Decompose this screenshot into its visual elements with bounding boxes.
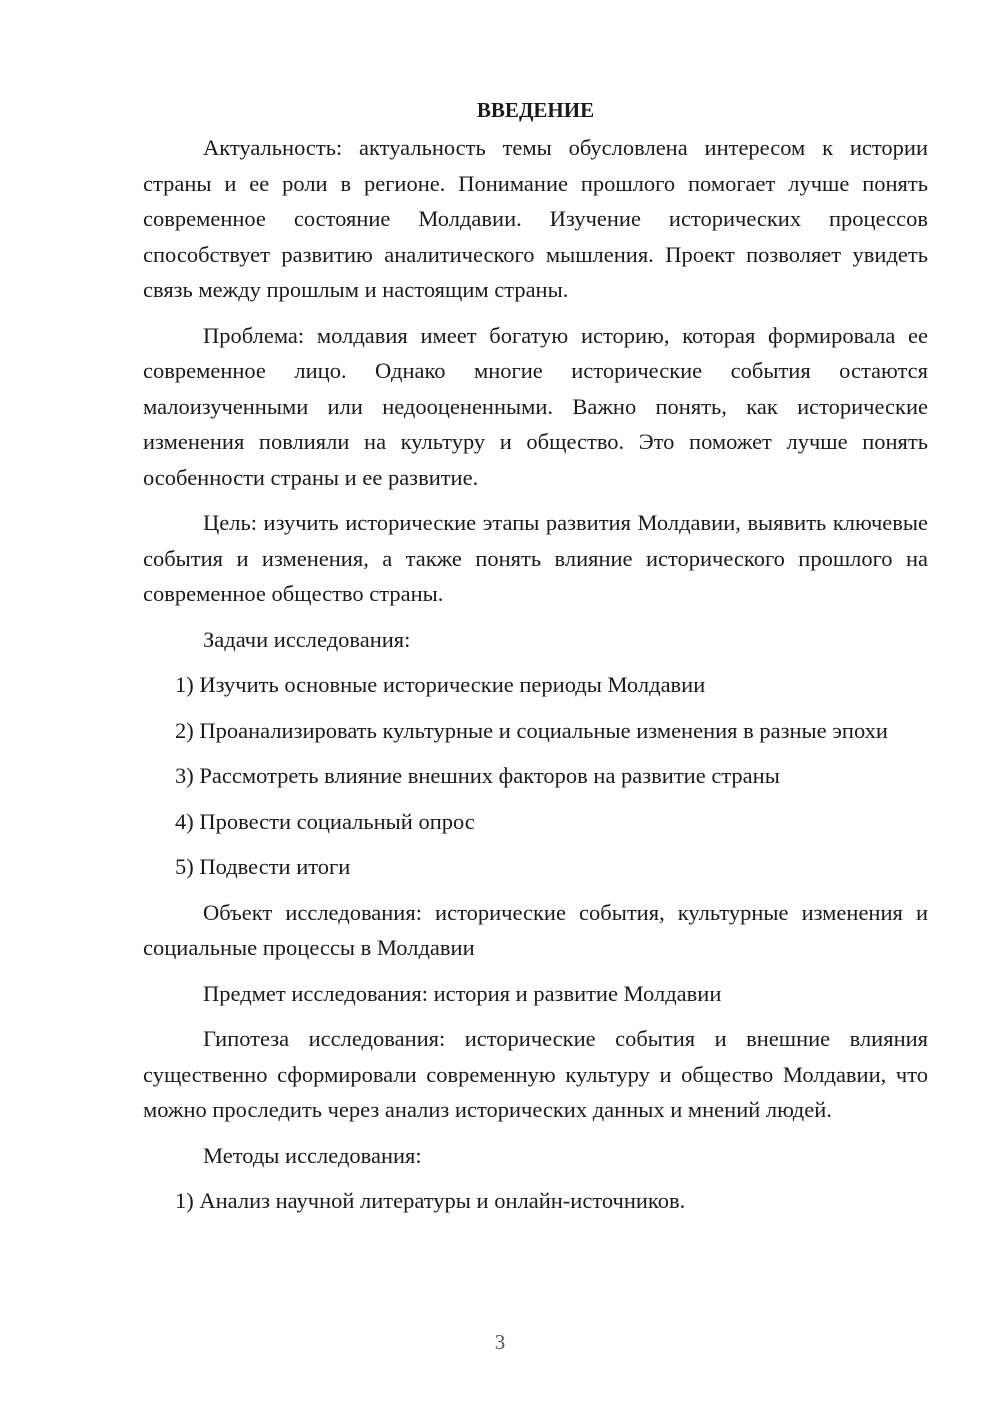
- subject-paragraph: Предмет исследования: история и развитие Молдавии: [203, 980, 722, 1006]
- hypothesis-paragraph: Гипотеза исследования: исторические события и внешние влияния существенно сформировали современную культуру и общество Молдавии, что можно проследить через анализ исторических данных и мнений людей.: [143, 1026, 928, 1122]
- task-item: 4) Провести социальный опрос: [175, 808, 475, 834]
- method-item: 1) Анализ научной литературы и онлайн-источников.: [175, 1188, 686, 1213]
- task-item: 3) Рассмотреть влияние внешних факторов на развитие страны: [175, 763, 780, 788]
- tasks-heading: Задачи исследования:: [203, 626, 411, 652]
- methods-heading: Методы исследования:: [203, 1142, 422, 1168]
- task-item: 1) Изучить основные исторические периоды Молдавии: [175, 672, 706, 697]
- page-number: 3: [494, 1330, 506, 1354]
- document-body: [143, 94, 928, 1229]
- relevance-paragraph: Актуальность: актуальность темы обусловлена интересом к истории страны и ее роли в регионе. Понимание прошлого помогает лучше понять современное состояние Молдавии. Изучение исторических процессов способствует развитию аналитического мышления. Проект позволяет увидеть связь между прошлым и настоящим страны.: [143, 135, 928, 302]
- task-item: 2) Проанализировать культурные и социальные изменения в разные эпохи: [175, 717, 888, 743]
- goal-paragraph: Цель: изучить исторические этапы развития Молдавии, выявить ключевые события и изменения, а также понять влияние исторического прошлого на современное общество страны.: [143, 510, 928, 606]
- problem-paragraph: Проблема: молдавия имеет богатую историю, которая формировала ее современное лицо. Однако многие исторические события остаются малоизученными или недооцененными. Важно понять, как исторические изменения повлияли на культуру и общество. Это поможет лучше понять особенности страны и ее развитие.: [143, 322, 928, 490]
- section-title: ВВЕДЕНИЕ: [476, 98, 595, 122]
- object-paragraph: Объект исследования: исторические события, культурные изменения и социальные процессы в Молдавии: [143, 899, 928, 960]
- task-item: 5) Подвести итоги: [175, 854, 351, 879]
